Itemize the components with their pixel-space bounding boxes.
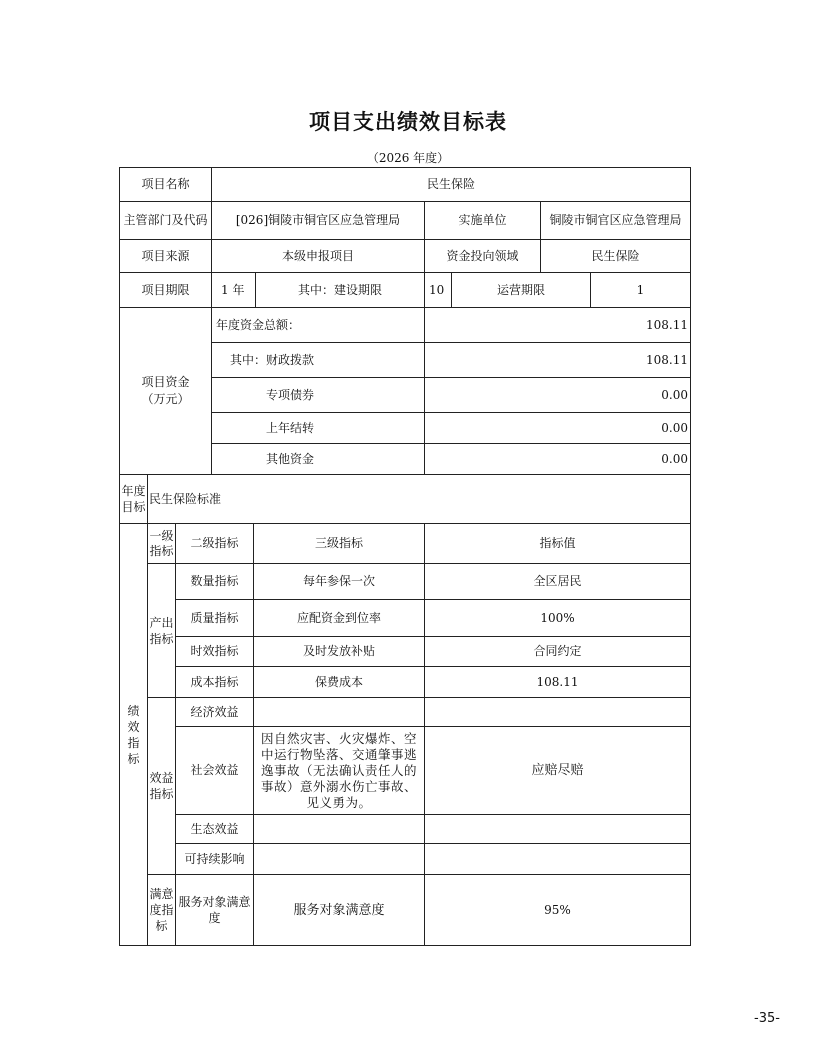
source-label: 项目来源 bbox=[141, 248, 190, 263]
output-row-level3: 保费成本 bbox=[314, 674, 363, 689]
satisfaction-level3: 服务对象满意度 bbox=[293, 902, 385, 918]
perf-indicators-label: 绩 效 指 标 bbox=[127, 703, 140, 766]
page-number: -35- bbox=[754, 1011, 780, 1026]
level1-header: 一级 指标 bbox=[149, 528, 174, 558]
benefit-row-value bbox=[425, 698, 690, 726]
ops-label: 运营期限 bbox=[496, 282, 545, 297]
output-row-value: 合同约定 bbox=[533, 644, 582, 658]
benefit-row-level3: 因自然灾害、火灾爆炸、空中运行物坠落、交通肇事逃逸事故（无法确认责任人的事故）意外溺水伤亡事故、见义勇为。 bbox=[260, 730, 417, 810]
page-title: 项目支出绩效目标表 bbox=[309, 110, 507, 134]
level3-header: 三级指标 bbox=[314, 536, 363, 550]
benefit-row-level3 bbox=[254, 698, 424, 726]
project-name-value: 民生保险 bbox=[426, 177, 475, 191]
output-indicators-label: 产出 指标 bbox=[149, 615, 174, 646]
funds-total-value: 108.11 bbox=[646, 317, 688, 332]
benefit-row-level2: 可持续影响 bbox=[184, 851, 245, 866]
benefit-row-level3 bbox=[254, 815, 424, 843]
output-row-level2: 成本指标 bbox=[190, 674, 239, 689]
dept-value: [026]铜陵市铜官区应急管理局 bbox=[235, 213, 401, 227]
benefit-row-value bbox=[425, 844, 690, 874]
dept-label: 主管部门及代码 bbox=[123, 213, 208, 227]
funds-bond-value: 0.00 bbox=[661, 387, 688, 402]
annual-goal-value: 民生保险标准 bbox=[149, 491, 222, 506]
benefit-row-value bbox=[425, 815, 690, 843]
output-row-level3: 每年参保一次 bbox=[302, 574, 375, 588]
level2-header: 二级指标 bbox=[190, 536, 239, 550]
year-label: （2026 年度） bbox=[366, 151, 450, 165]
satisfaction-value: 95% bbox=[544, 902, 571, 917]
funds-carryover-value: 0.00 bbox=[661, 420, 688, 435]
funds-total-label: 年度资金总额： bbox=[216, 317, 301, 332]
ops-value: 1 bbox=[636, 282, 645, 297]
annual-goal-label: 年度 目标 bbox=[121, 484, 146, 514]
benefit-row-value: 应赔尽赔 bbox=[531, 763, 584, 778]
funds-other-value: 0.00 bbox=[661, 451, 688, 466]
impl-unit-label: 实施单位 bbox=[458, 213, 507, 227]
output-row-value: 100% bbox=[540, 610, 575, 625]
funds-label: 项目资金 （万元） bbox=[141, 375, 190, 406]
invest-label: 资金投向领域 bbox=[446, 248, 519, 263]
satisfaction-indicators-label: 满意 度指 标 bbox=[149, 887, 174, 933]
build-value: 10 bbox=[429, 282, 445, 297]
period-value: 1 年 bbox=[221, 282, 245, 297]
source-value: 本级申报项目 bbox=[281, 248, 354, 263]
benefit-row-level2: 生态效益 bbox=[190, 821, 239, 836]
output-row-level2: 数量指标 bbox=[190, 574, 239, 588]
output-row-value: 全区居民 bbox=[533, 574, 582, 588]
funds-bond-label: 专项债券 bbox=[266, 387, 315, 402]
funds-fiscal-value: 108.11 bbox=[646, 352, 688, 367]
benefit-row-level2: 社会效益 bbox=[190, 763, 239, 777]
benefit-indicators-label: 效益 指标 bbox=[149, 771, 174, 801]
output-row-level3: 应配资金到位率 bbox=[296, 610, 381, 625]
output-row-level2: 质量指标 bbox=[190, 610, 239, 625]
benefit-row-level2: 经济效益 bbox=[190, 704, 239, 719]
funds-carryover-label: 上年结转 bbox=[266, 420, 315, 435]
output-row-level3: 及时发放补贴 bbox=[302, 644, 375, 658]
output-row-level2: 时效指标 bbox=[190, 644, 239, 658]
value-header: 指标值 bbox=[539, 536, 576, 550]
output-row-value: 108.11 bbox=[536, 674, 579, 689]
impl-unit-value: 铜陵市铜官区应急管理局 bbox=[549, 213, 682, 227]
funds-fiscal-label: 其中：财政拨款 bbox=[230, 352, 315, 367]
satisfaction-level2: 服务对象满意度 bbox=[178, 895, 251, 925]
period-label: 项目期限 bbox=[141, 282, 190, 297]
benefit-row-level3 bbox=[254, 844, 424, 874]
build-label: 其中：建设期限 bbox=[297, 282, 382, 297]
project-name-label: 项目名称 bbox=[141, 177, 190, 191]
funds-other-label: 其他资金 bbox=[266, 451, 315, 466]
invest-value: 民生保险 bbox=[591, 248, 640, 263]
